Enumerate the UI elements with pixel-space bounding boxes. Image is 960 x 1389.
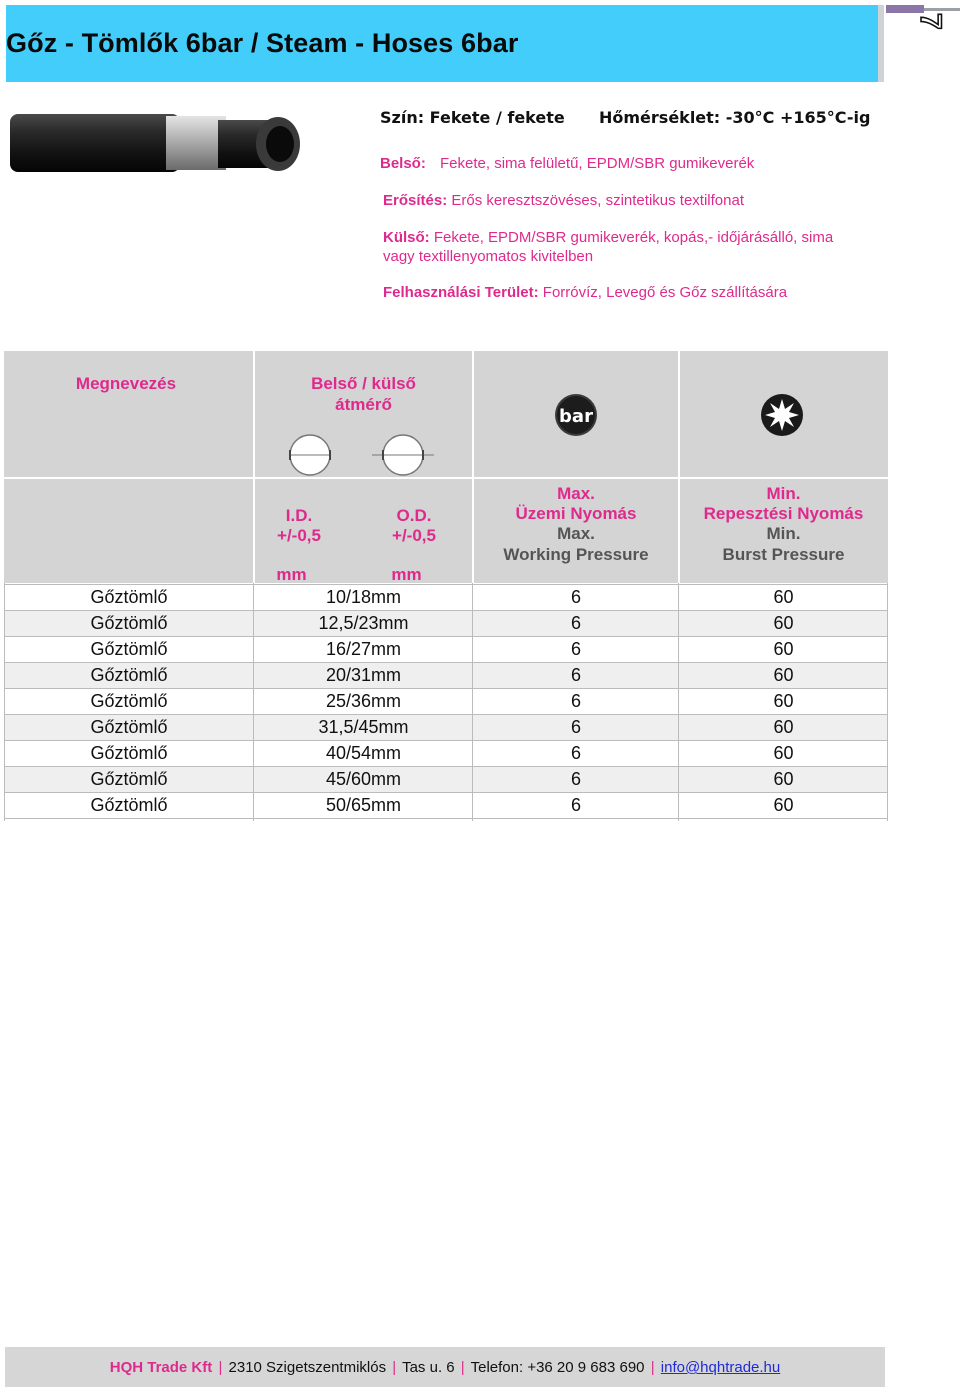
outer-spec xyxy=(383,229,833,246)
cell-burst-pressure: 60 xyxy=(773,795,794,815)
footer-separator: | xyxy=(460,1359,465,1376)
hose-image xyxy=(6,108,306,186)
inner-spec xyxy=(380,155,754,172)
outer-spec-continued: vagy textillenyomatos kivitelben xyxy=(383,248,594,265)
cell-name: Gőztömlő xyxy=(90,795,168,815)
table-row xyxy=(4,662,888,688)
header-working-hu: Üzemi Nyomás xyxy=(515,504,637,523)
cell-name: Gőztömlő xyxy=(90,613,168,633)
cell-burst-pressure: 60 xyxy=(773,639,794,659)
cell-diameter: 12,5/23mm xyxy=(318,613,409,633)
cell-burst-pressure: 60 xyxy=(773,769,794,789)
application-spec-label: Felhasználási Terület: xyxy=(383,284,539,301)
burst-icon xyxy=(760,393,804,437)
application-spec xyxy=(383,284,787,301)
table-row xyxy=(4,584,888,610)
header-id-unit: mm xyxy=(276,565,307,584)
reinforcement-spec-label: Erősítés: xyxy=(383,192,448,209)
reinforcement-spec-value: Erős keresztszövéses, szintetikus textilfonat xyxy=(451,192,744,209)
cell-burst-pressure: 60 xyxy=(773,691,794,711)
table-row xyxy=(4,714,888,740)
column-line xyxy=(887,583,888,821)
column-line xyxy=(253,583,254,821)
table-row xyxy=(4,740,888,766)
cell-name: Gőztömlő xyxy=(90,691,168,711)
cell-name: Gőztömlő xyxy=(90,743,168,763)
header-id: I.D. xyxy=(285,506,313,525)
header-working-en: Working Pressure xyxy=(503,545,649,564)
footer-separator: | xyxy=(218,1359,223,1376)
page-tab-line xyxy=(924,8,960,11)
cell-burst-pressure: 60 xyxy=(773,743,794,763)
table-row xyxy=(4,792,888,819)
cell-working-pressure: 6 xyxy=(570,769,581,789)
header-id-tolerance: +/-0,5 xyxy=(277,526,321,545)
cell-burst-pressure: 60 xyxy=(773,613,794,633)
cell-working-pressure: 6 xyxy=(570,691,581,711)
header-name: Megnevezés xyxy=(75,374,177,393)
footer-phone: Telefon: +36 20 9 683 690 xyxy=(470,1359,645,1376)
cell-name: Gőztömlő xyxy=(90,639,168,659)
header-working-max: Max. xyxy=(557,484,595,503)
page-number: 7 xyxy=(914,13,947,30)
column-line xyxy=(472,583,473,821)
cell-working-pressure: 6 xyxy=(570,743,581,763)
outer-diameter-icon xyxy=(370,433,440,477)
header-burst-hu: Repesztési Nyomás xyxy=(703,504,864,523)
hose-spec-table xyxy=(4,351,888,823)
cell-diameter: 10/18mm xyxy=(325,587,402,607)
footer-email-link[interactable]: info@hqhtrade.hu xyxy=(660,1359,781,1376)
header-od-unit: mm xyxy=(391,565,422,584)
inner-spec-value: Fekete, sima felületű, EPDM/SBR gumikeverék xyxy=(440,155,755,172)
table-row xyxy=(4,636,888,662)
column-line xyxy=(678,583,679,821)
header-diameter-line1: Belső / külső xyxy=(311,374,416,393)
footer-company: HQH Trade Kft xyxy=(109,1359,213,1376)
temperature-spec: Hőmérséklet: -30°C +165°C-ig xyxy=(599,108,871,127)
page-tab xyxy=(886,5,924,13)
cell-burst-pressure: 60 xyxy=(773,587,794,607)
title-bar-shadow xyxy=(878,5,884,82)
table-row xyxy=(4,610,888,636)
inner-diameter-icon xyxy=(286,433,334,477)
application-spec-value: Forróvíz, Levegő és Gőz szállítására xyxy=(542,284,788,301)
cell-diameter: 45/60mm xyxy=(325,769,402,789)
footer-street: Tas u. 6 xyxy=(402,1359,455,1376)
page-title: Gőz - Tömlők 6bar / Steam - Hoses 6bar xyxy=(6,28,519,58)
cell-name: Gőztömlő xyxy=(90,717,168,737)
cell-name: Gőztömlő xyxy=(90,587,168,607)
outer-spec-label: Külső: xyxy=(383,229,430,246)
color-spec: Szín: Fekete / fekete xyxy=(380,108,565,127)
cell-diameter: 25/36mm xyxy=(325,691,402,711)
cell-diameter: 40/54mm xyxy=(325,743,402,763)
table-row xyxy=(4,688,888,714)
cell-name: Gőztömlő xyxy=(90,665,168,685)
header-burst-min: Min. xyxy=(766,484,801,503)
cell-diameter: 16/27mm xyxy=(325,639,402,659)
footer-separator: | xyxy=(392,1359,397,1376)
cell-diameter: 20/31mm xyxy=(325,665,402,685)
table-row xyxy=(4,766,888,792)
cell-working-pressure: 6 xyxy=(570,639,581,659)
reinforcement-spec xyxy=(383,192,744,209)
header-burst-min-en: Min. xyxy=(766,524,801,543)
cell-working-pressure: 6 xyxy=(570,665,581,685)
header-burst-en: Burst Pressure xyxy=(722,545,845,564)
cell-name: Gőztömlő xyxy=(90,769,168,789)
bar-icon-text: bar xyxy=(559,406,593,427)
cell-diameter: 31,5/45mm xyxy=(318,717,409,737)
cell-working-pressure: 6 xyxy=(570,795,581,815)
footer-address: 2310 Szigetszentmiklós xyxy=(228,1359,387,1376)
cell-working-pressure: 6 xyxy=(570,613,581,633)
column-line xyxy=(4,583,5,821)
cell-working-pressure: 6 xyxy=(570,717,581,737)
pressure-bar-icon xyxy=(554,393,598,437)
footer xyxy=(0,1359,890,1376)
header-od-tolerance: +/-0,5 xyxy=(392,526,436,545)
cell-working-pressure: 6 xyxy=(570,587,581,607)
header-diameter-line2: átmérő xyxy=(335,395,392,414)
inner-spec-label: Belső: xyxy=(380,155,426,172)
page-number-block xyxy=(886,5,960,82)
header-od: O.D. xyxy=(396,506,432,525)
outer-spec-value: Fekete, EPDM/SBR gumikeverék, kopás,- időjárásálló, sima xyxy=(433,229,834,246)
footer-separator: | xyxy=(650,1359,655,1376)
cell-burst-pressure: 60 xyxy=(773,665,794,685)
cell-burst-pressure: 60 xyxy=(773,717,794,737)
cell-diameter: 50/65mm xyxy=(325,795,402,815)
header-working-max-en: Max. xyxy=(557,524,595,543)
